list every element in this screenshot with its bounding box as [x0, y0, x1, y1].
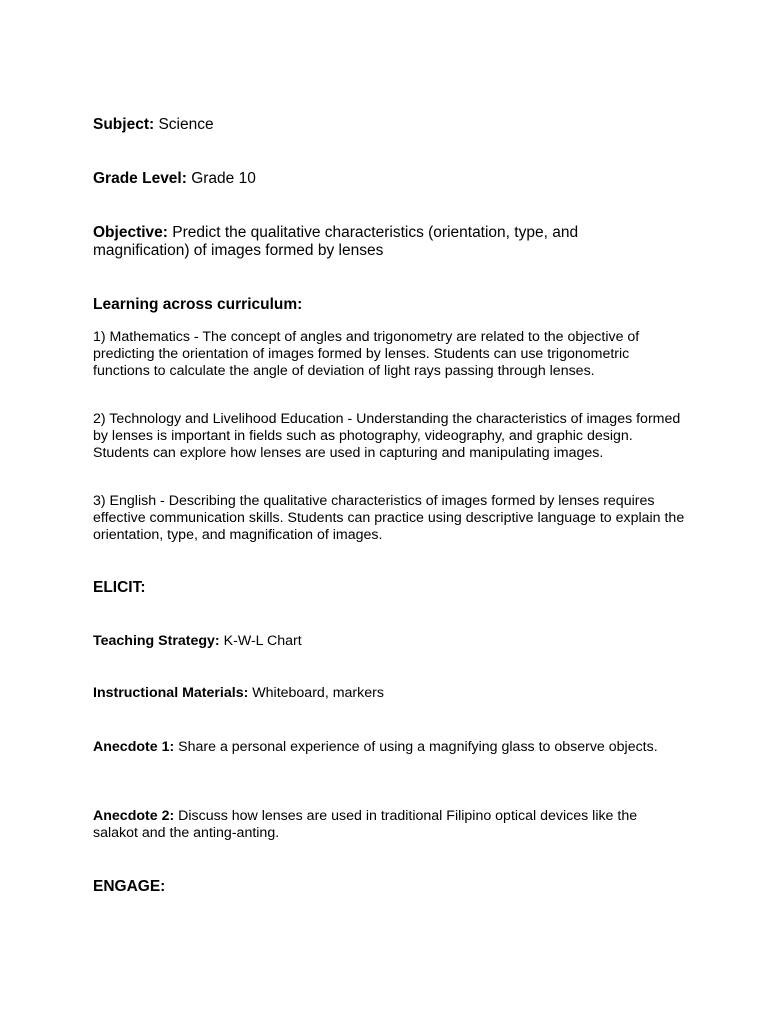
- grade-level-value: Grade 10: [191, 170, 256, 187]
- subject-value: Science: [158, 116, 214, 133]
- anecdote-2-value: Discuss how lenses are used in traditional Filipino optical devices like the salakot and the anting-anting.: [93, 808, 638, 841]
- objective-line: [93, 224, 653, 260]
- learning-across-curriculum-heading: Learning across curriculum:: [93, 296, 303, 313]
- anecdote-2-label: Anecdote 2:: [93, 808, 175, 824]
- curriculum-item-mathematics: 1) Mathematics - The concept of angles and trigonometry are related to the objective of predicting the orientation of images formed by lenses. Students can use trigonometric functions to calculate the angle of deviation of light rays passing through lenses.: [93, 329, 640, 379]
- instructional-materials-value: Whiteboard, markers: [252, 685, 384, 701]
- curriculum-item-tle: 2) Technology and Livelihood Education - Understanding the characteristics of images formed by lenses is important in fields such as photography, videography, and graphic design. Students can explore how lenses are used in capturing and manipulating images.: [93, 411, 681, 461]
- grade-level-label: Grade Level:: [93, 170, 187, 187]
- engage-heading: ENGAGE:: [93, 878, 166, 895]
- curriculum-item-english: 3) English - Describing the qualitative characteristics of images formed by lenses requires effective communication skills. Students can practice using descriptive language to explain the orientation, type, and magnification of images.: [93, 493, 685, 543]
- objective-value: Predict the qualitative characteristics (orientation, type, and magnification) of images formed by lenses: [93, 224, 579, 259]
- instructional-materials-line: [93, 685, 685, 702]
- anecdote-1-line: [93, 739, 663, 756]
- subject-line: [93, 116, 683, 134]
- teaching-strategy-label: Teaching Strategy:: [93, 633, 220, 649]
- grade-level-line: [93, 170, 683, 188]
- anecdote-2-line: [93, 808, 673, 842]
- elicit-heading: ELICIT:: [93, 579, 146, 596]
- objective-label: Objective:: [93, 224, 168, 241]
- teaching-strategy-value: K-W-L Chart: [223, 633, 302, 649]
- anecdote-1-label: Anecdote 1:: [93, 739, 175, 755]
- subject-label: Subject:: [93, 116, 155, 133]
- anecdote-1-value: Share a personal experience of using a magnifying glass to observe objects.: [178, 739, 658, 755]
- teaching-strategy-line: [93, 633, 685, 650]
- instructional-materials-label: Instructional Materials:: [93, 685, 249, 701]
